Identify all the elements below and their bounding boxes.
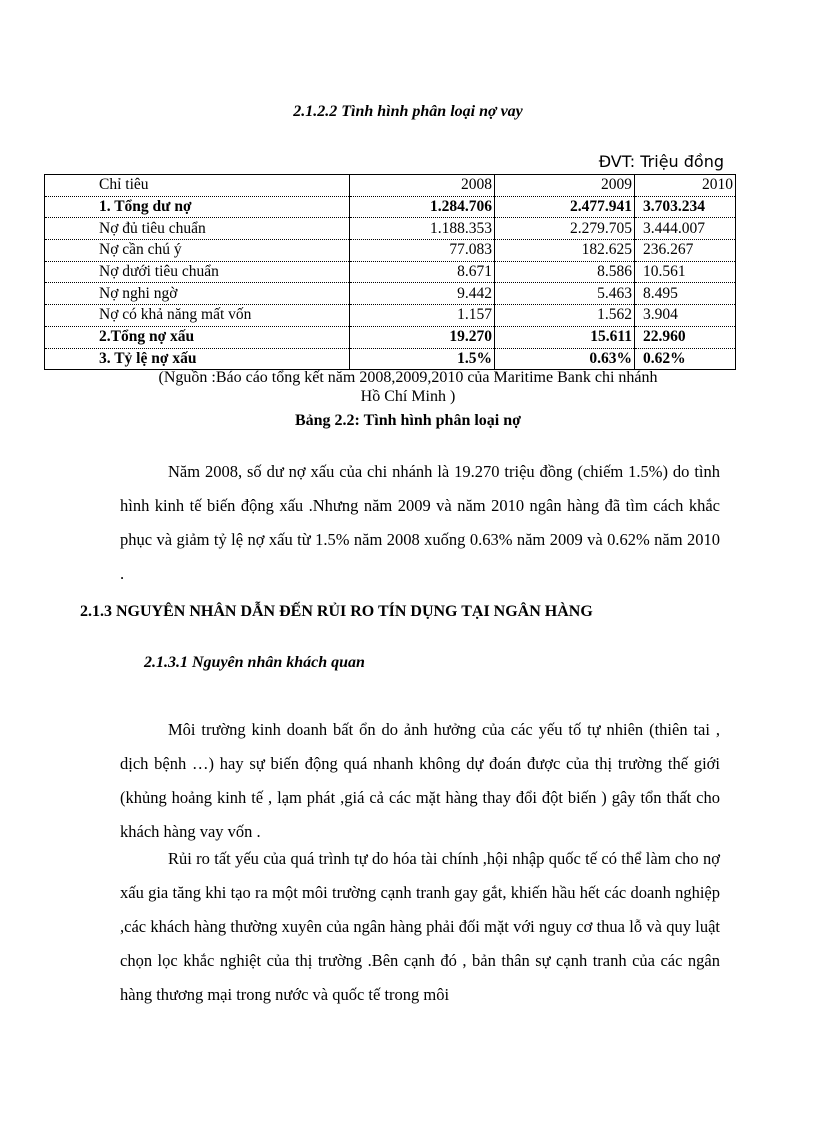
value-2008: 1.157 [350,305,495,327]
value-2009: 2.279.705 [495,218,635,240]
value-2010: 3.444.007 [635,218,736,240]
row-label: Nợ cần chú ý [45,240,350,262]
table-caption: Bảng 2.2: Tình hình phân loại nợ [294,412,521,429]
table-row [45,240,736,262]
value-2008: 77.083 [350,240,495,262]
row-label: Nợ nghi ngờ [45,283,350,305]
value-2008: 19.270 [350,326,495,348]
row-label: 1. Tổng dư nợ [45,196,350,218]
table-header-row [45,175,736,197]
header-cell: 2009 [495,175,635,197]
value-2009: 182.625 [495,240,635,262]
value-2010: 10.561 [635,261,736,283]
value-2010: 0.62% [635,348,736,370]
unit-label: ĐVT: Triệu đồng [598,152,724,171]
value-2009: 0.63% [495,348,635,370]
header-cell: 2008 [350,175,495,197]
section-heading: 2.1.3 NGUYÊN NHÂN DẪN ĐẾN RỦI RO TÍN DỤNG TẠI NGÂN HÀNG [80,603,593,620]
value-2010: 3.703.234 [635,196,736,218]
value-2010: 8.495 [635,283,736,305]
value-2009: 5.463 [495,283,635,305]
value-2009: 8.586 [495,261,635,283]
table-row [45,283,736,305]
table-row [45,196,736,218]
header-cell: Chỉ tiêu [45,175,350,197]
row-label: 3. Tỷ lệ nợ xấu [45,348,350,370]
body-paragraph: Rủi ro tất yếu của quá trình tự do hóa tài chính ,hội nhập quốc tế có thể làm cho nợ xấu gia tăng khi tạo ra một môi trường cạnh tranh gay gắt, khiến hầu hết các doanh nghiệp ,các khách hàng thường xuyên của ngân hàng phải đối mặt với nguy cơ thua lỗ và quy luật chọn lọc khắc nghiệt của thị trường .Bên cạnh đó , bản thân sự cạnh tranh của các ngân hàng thương mại trong nước và quốc tế trong môi [120,849,720,1004]
subsection-title: 2.1.2.2 Tình hình phân loại nợ vay [293,103,523,120]
loan-classification-table [44,174,736,370]
row-label: 2.Tổng nợ xấu [45,326,350,348]
row-label: Nợ có khả năng mất vốn [45,305,350,327]
table-row [45,348,736,370]
value-2009: 1.562 [495,305,635,327]
value-2008: 8.671 [350,261,495,283]
value-2010: 236.267 [635,240,736,262]
header-cell: 2010 [635,175,736,197]
table-row [45,261,736,283]
value-2010: 22.960 [635,326,736,348]
source-note-line: (Nguồn :Báo cáo tổng kết năm 2008,2009,2010 của Maritime Bank chi nhánh [158,369,658,386]
value-2010: 3.904 [635,305,736,327]
value-2009: 2.477.941 [495,196,635,218]
value-2008: 9.442 [350,283,495,305]
value-2009: 15.611 [495,326,635,348]
table-row [45,305,736,327]
source-note-line: Hồ Chí Minh ) [360,388,456,405]
subsection-heading: 2.1.3.1 Nguyên nhân khách quan [144,654,365,671]
table-row [45,218,736,240]
value-2008: 1.5% [350,348,495,370]
body-paragraph: Môi trường kinh doanh bất ổn do ảnh hưởng của các yếu tố tự nhiên (thiên tai , dịch bệnh …) hay sự biến động quá nhanh không dự đoán được của thị trường thế giới (khủng hoảng kinh tế , lạm phát ,giá cả các mặt hàng thay đổi đột biến ) gây tổn thất cho khách hàng vay vốn . [120,720,720,841]
table-row [45,326,736,348]
row-label: Nợ đủ tiêu chuẩn [45,218,350,240]
value-2008: 1.188.353 [350,218,495,240]
row-label: Nợ dưới tiêu chuẩn [45,261,350,283]
body-paragraph: Năm 2008, số dư nợ xấu của chi nhánh là 19.270 triệu đồng (chiếm 1.5%) do tình hình kinh tế biến động xấu .Nhưng năm 2009 và năm 2010 ngân hàng đã tìm cách khắc phục và giảm tỷ lệ nợ xấu từ 1.5% năm 2008 xuống 0.63% năm 2009 và 0.62% năm 2010 . [120,462,720,583]
value-2008: 1.284.706 [350,196,495,218]
table-source-note [0,368,816,406]
